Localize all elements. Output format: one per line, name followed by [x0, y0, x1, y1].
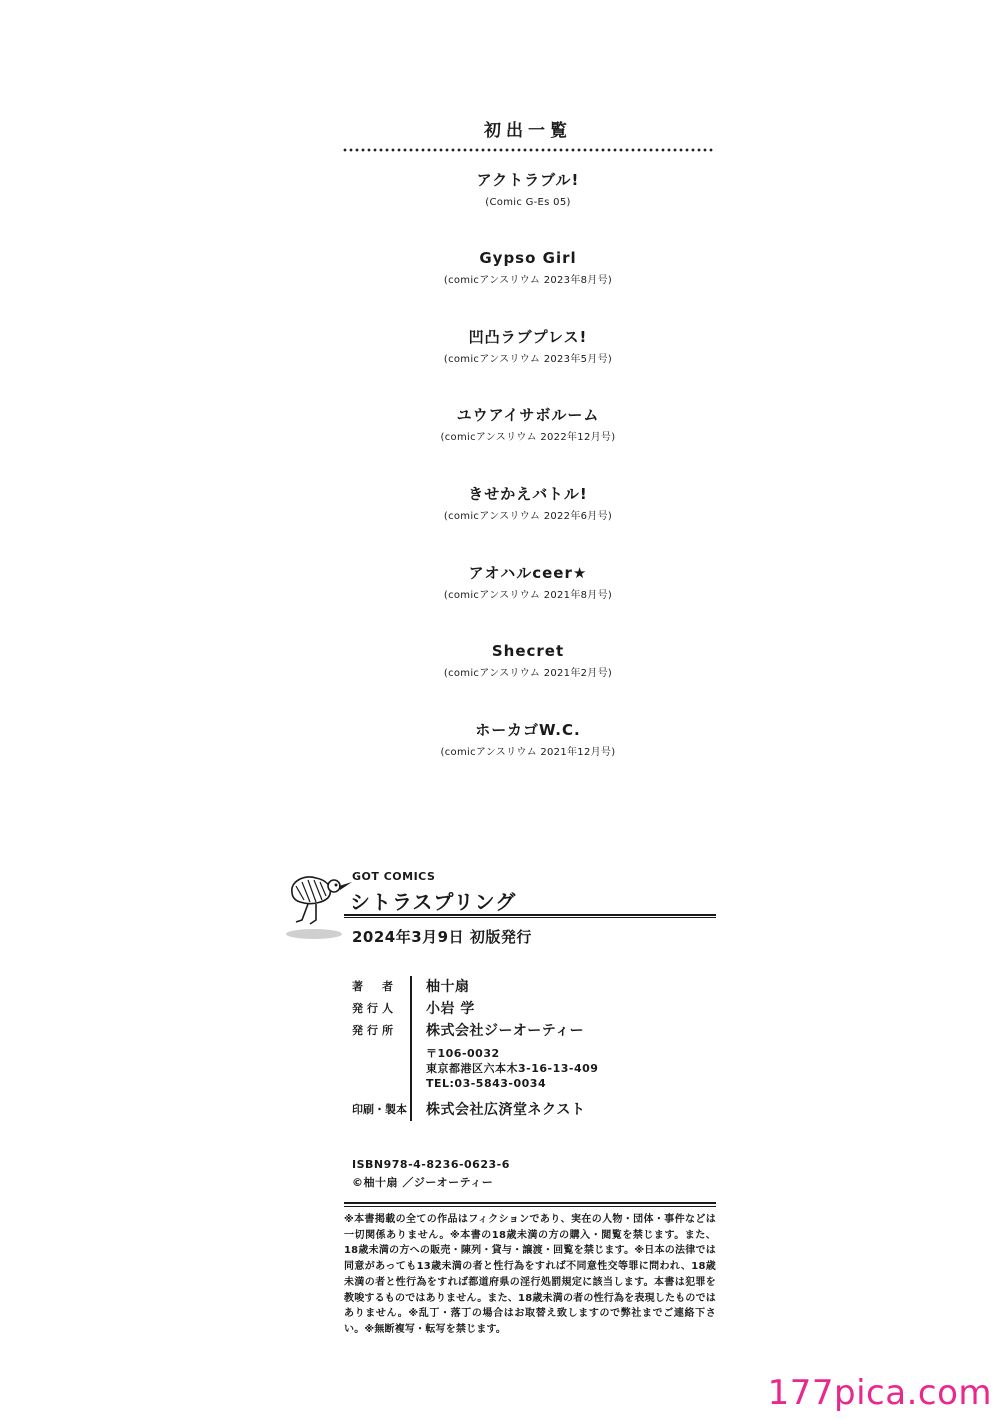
entry-source: (comicアンスリウム 2022年6月号) [443, 511, 613, 522]
title-rule [344, 914, 716, 916]
printer-label: 印刷・製本 [352, 1103, 407, 1116]
printer-row [352, 1099, 716, 1121]
list-item [340, 170, 716, 210]
entry-title: アオハルceer★ [468, 564, 588, 582]
printer-name: 株式会社広済堂ネクスト [426, 1102, 586, 1118]
list-item [340, 405, 716, 445]
entry-title: Shecret [491, 642, 565, 660]
entry-title: ユウアイサボルーム [456, 406, 600, 424]
bird-logo-icon [282, 862, 354, 942]
entry-title: 凹凸ラブプレス! [468, 328, 588, 346]
entry-title: Gypso Girl [479, 249, 577, 267]
entry-title: アクトラブル! [476, 171, 580, 189]
notice-rule [344, 1202, 716, 1204]
legal-notice: ※本書掲載の全ての作品はフィクションであり、実在の人物・団体・事件などは一切関係ありません。※本書の18歳未満の方の購入・閲覧を禁じます。また、18歳未満の方への販売・陳列・貸与・譲渡・回覧を禁じます。※日本の法律では同意があっても13歳未満の者と性行為をすれば不同意性交等罪に問われ、18歳未満の者と性行為をすれば都道府県の淫行処罰規定に該当します。本書は犯罪を教唆するものではありません。また、18歳未満の者の性行為を表現したものではありません。※乱丁・落丁の場合はお取替え致しますので弊社までご連絡下さい。※無断複写・転写を禁じます。 [344, 1214, 716, 1335]
publisher-name: 株式会社ジーオーティー [426, 1023, 585, 1039]
list-item [340, 641, 716, 681]
publisher-label: 発行所 [352, 1024, 397, 1037]
list-item [340, 327, 716, 367]
colophon-table [352, 976, 716, 1121]
entry-source: (comicアンスリウム 2021年8月号) [443, 590, 613, 601]
entry-source: (comicアンスリウム 2021年12月号) [440, 747, 616, 758]
publisher-person-row [352, 998, 716, 1020]
list-item [340, 484, 716, 524]
column-divider [410, 1020, 412, 1099]
author-row [352, 976, 716, 998]
publisher-person-name: 小岩 学 [426, 1001, 475, 1017]
copyright: ©柚十扇 ／ジーオーティー [352, 1176, 494, 1189]
entry-title: ホーカゴW.C. [475, 721, 581, 739]
title-rule [344, 917, 716, 918]
entry-source: (comicアンスリウム 2021年2月号) [443, 668, 613, 679]
imprint-label: GOT COMICS [352, 870, 436, 883]
publication-date: 2024年3月9日 初版発行 [352, 928, 532, 946]
list-item [340, 563, 716, 603]
list-item [340, 248, 716, 288]
entry-title: きせかえバトル! [468, 485, 588, 503]
isbn: ISBN978-4-8236-0623-6 [352, 1158, 510, 1171]
list-item [340, 720, 716, 760]
column-divider [410, 976, 412, 998]
entry-source: (comicアンスリウム 2023年5月号) [443, 354, 613, 365]
street-address: 東京都港区六本木3-16-13-409 [426, 1062, 599, 1075]
dotted-divider [342, 148, 714, 152]
entry-source: (comicアンスリウム 2023年8月号) [443, 275, 613, 286]
publisher-row [352, 1020, 716, 1099]
column-divider [410, 998, 412, 1020]
postal-code: 〒106-0032 [426, 1047, 500, 1060]
entry-source: (Comic G-Es 05) [485, 197, 571, 208]
column-divider [410, 1099, 412, 1121]
entry-source: (comicアンスリウム 2022年12月号) [440, 432, 616, 443]
publisher-person-label: 発行人 [352, 1002, 397, 1015]
author-name: 柚十扇 [426, 979, 470, 995]
publisher-address [426, 1042, 598, 1099]
site-watermark: 177pica.com [767, 1373, 992, 1413]
notice-rule [344, 1206, 716, 1207]
phone-number: TEL:03-5843-0034 [426, 1077, 547, 1090]
author-label: 著 者 [352, 980, 397, 993]
book-title: シトラスプリング [350, 890, 517, 914]
first-appearance-heading: 初出一覧 [484, 121, 572, 141]
